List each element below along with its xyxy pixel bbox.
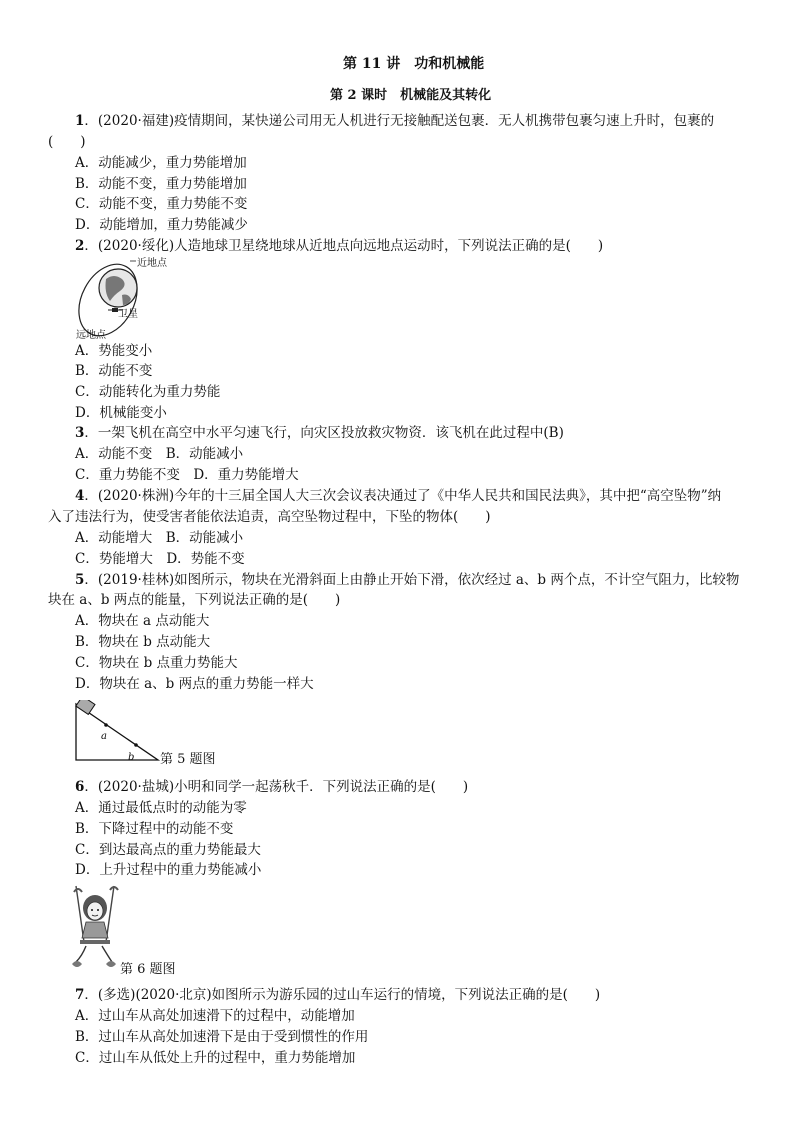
question-6-option-c: C．到达最高点的重力势能最大: [75, 842, 261, 858]
question-4-stem: [75, 487, 721, 505]
question-4-stem-cont: 入了违法行为，使受害者能依法追责，高空坠物过程中，下坠的物体( ): [48, 509, 491, 525]
point-b-label: b: [128, 752, 135, 763]
question-1-option-b: B．动能不变，重力势能增加: [75, 176, 247, 192]
lesson-title: 第 11 讲 功和机械能: [343, 56, 485, 72]
question-text: ．(2020·绥化)人造地球卫星绕地球从近地点向远地点运动时，下列说法正确的是( ): [84, 238, 604, 254]
question-text: ．(2020·福建)疫情期间，某快递公司用无人机进行无接触配送包裹．无人机携带包裹匀速上升时，包裹的: [84, 113, 715, 129]
swing-girl-figure: [70, 884, 120, 974]
question-6-option-a: A．通过最低点时的动能为零: [75, 800, 247, 816]
question-text: ．(多选)(2020·北京)如图所示为游乐园的过山车运行的情境，下列说法正确的是( ): [84, 987, 601, 1003]
question-1-option-d: D．动能增加，重力势能减少: [75, 217, 248, 233]
question-5-option-d: D．物块在 a、b 两点的重力势能一样大: [75, 676, 314, 692]
sliding-block: [76, 700, 95, 714]
figure-6-caption: 第 6 题图: [120, 962, 176, 977]
question-1-option-a: A．动能减少，重力势能增加: [75, 155, 247, 171]
question-text: ．(2020·株洲)今年的十三届全国人大三次会议表决通过了《中华人民共和国民法典》，其中把“高空坠物”纳: [84, 488, 722, 504]
question-4-options-ab: A．动能增大 B．动能减小: [75, 530, 244, 546]
question-text: ．(2020·盐城)小明和同学一起荡秋千．下列说法正确的是( ): [84, 779, 469, 795]
section-title: 第 2 课时 机械能及其转化: [330, 88, 492, 103]
point-a-label: a: [101, 731, 107, 742]
point-a-mark: [104, 723, 108, 727]
girl-shoes: [72, 961, 116, 967]
far-point-label: 远地点: [76, 330, 106, 341]
question-number: 1: [75, 113, 85, 129]
question-7-option-c: C．过山车从低处上升的过程中，重力势能增加: [75, 1050, 356, 1066]
point-b-mark: [134, 743, 138, 747]
question-1-option-c: C．动能不变，重力势能不变: [75, 196, 248, 212]
question-7-option-a: A．过山车从高处加速滑下的过程中，动能增加: [75, 1008, 355, 1024]
question-2-option-d: D．机械能变小: [75, 405, 167, 421]
question-text: ．(2019·桂林)如图所示，物块在光滑斜面上由静止开始下滑，依次经过 a、b 两个点，不计空气阻力，比较物: [84, 572, 740, 588]
question-text: ．一架飞机在高空中水平匀速飞行，向灾区投放救灾物资．该飞机在此过程中(B): [84, 425, 564, 441]
figure-5-caption: 第 5 题图: [160, 752, 216, 767]
near-point-label: 近地点: [137, 258, 167, 269]
question-2-stem: [75, 237, 603, 255]
question-7-option-b: B．过山车从高处加速滑下是由于受到惯性的作用: [75, 1029, 369, 1045]
question-7-stem: [75, 986, 600, 1004]
question-4-options-cd: C．势能增大 D．势能不变: [75, 551, 245, 567]
question-6-option-d: D．上升过程中的重力势能减小: [75, 862, 262, 878]
question-number: 4: [75, 488, 85, 504]
question-3-options-cd: C．重力势能不变 D．重力势能增大: [75, 467, 299, 483]
question-3-stem: [75, 424, 564, 442]
question-1-stem: [75, 112, 714, 130]
incline-figure: [72, 700, 164, 764]
question-5-stem-cont: 块在 a、b 两点的能量，下列说法正确的是( ): [48, 592, 341, 608]
swing-seat: [80, 940, 110, 944]
question-5-option-a: A．物块在 a 点动能大: [75, 613, 210, 629]
question-5-option-c: C．物块在 b 点重力势能大: [75, 655, 238, 671]
question-2-option-a: A．势能变小: [75, 343, 153, 359]
question-2-option-b: B．动能不变: [75, 363, 153, 379]
question-number: 2: [75, 238, 85, 254]
question-3-options-ab: A．动能不变 B．动能减小: [75, 446, 244, 462]
girl-dress: [82, 922, 108, 938]
question-number: 3: [75, 425, 85, 441]
question-number: 7: [75, 987, 85, 1003]
question-1-stem-cont: ( ): [48, 134, 86, 150]
question-6-option-b: B．下降过程中的动能不变: [75, 821, 234, 837]
question-2-option-c: C．动能转化为重力势能: [75, 384, 221, 400]
question-5-option-b: B．物块在 b 点动能大: [75, 634, 211, 650]
satellite-label: 卫星: [118, 309, 138, 320]
question-5-stem: [75, 571, 739, 589]
girl-face: [87, 902, 103, 920]
question-number: 5: [75, 572, 85, 588]
question-number: 6: [75, 779, 85, 795]
question-6-stem: [75, 778, 468, 796]
